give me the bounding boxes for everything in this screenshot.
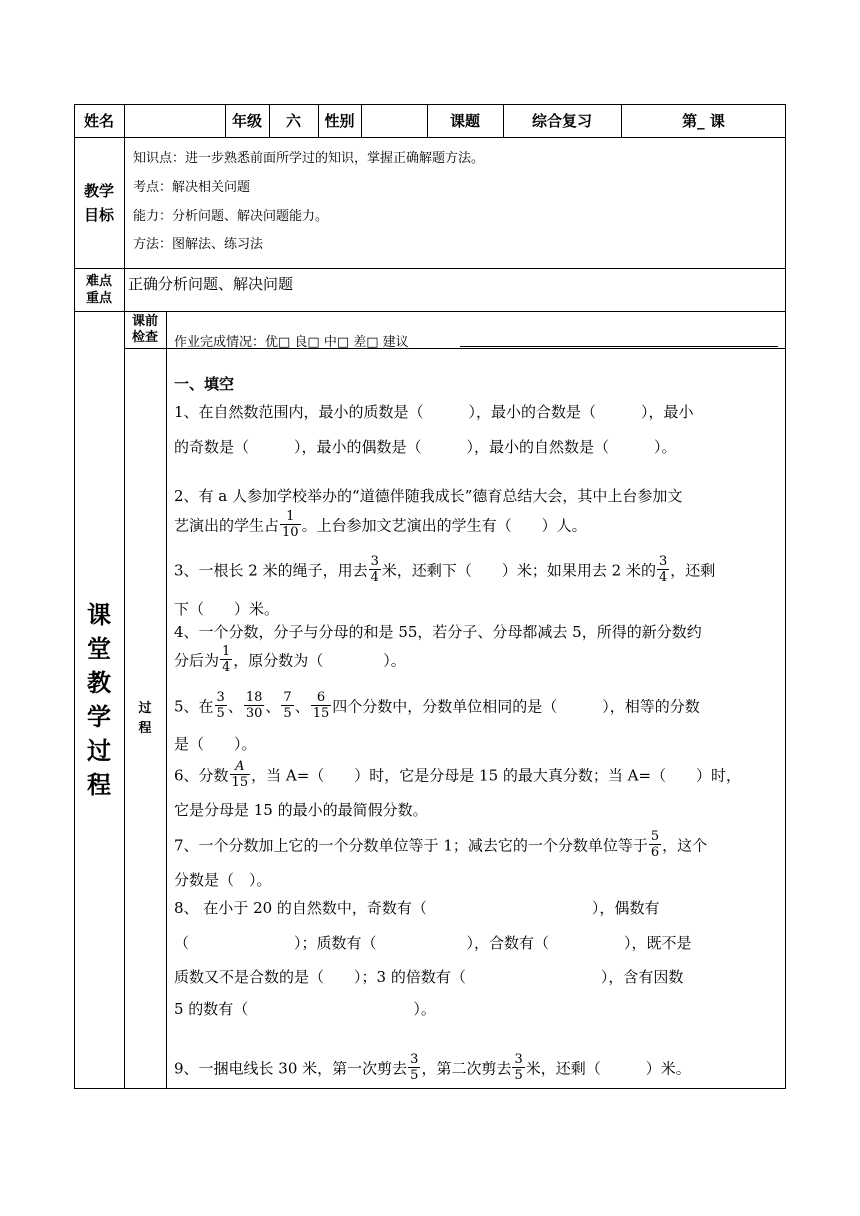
fraction	[280, 510, 301, 539]
fraction-numerator: A	[235, 759, 245, 774]
fraction	[220, 645, 232, 674]
fraction-numerator: 7	[283, 690, 292, 705]
fraction-denominator: 15	[312, 706, 330, 721]
fraction-denominator: 4	[370, 570, 379, 585]
lesson-number: 第_ 课	[682, 112, 725, 130]
q2-line-1: 2、有 a 人参加学校举办的“道德伴随我成长”德育总结大会，其中上台参加文	[174, 487, 683, 505]
suggestion-underline[interactable]	[460, 346, 778, 347]
row-divider	[74, 137, 786, 138]
separator: 、	[265, 697, 281, 716]
fraction	[657, 555, 669, 584]
fraction-numerator: 3	[216, 690, 225, 705]
fraction-numerator: 3	[514, 1052, 523, 1067]
fraction-numerator: 3	[410, 1052, 419, 1067]
q8-line-1: 8、 在小于 20 的自然数中，奇数有（ ），偶数有	[174, 899, 660, 917]
fraction-denominator: 5	[514, 1068, 523, 1083]
separator: 、	[294, 697, 310, 716]
fraction-denominator: 5	[410, 1068, 419, 1083]
q3-text-3: ，还剩	[670, 561, 716, 580]
q7-text-pre: 7、一个分数加上它的一个分数单位等于 1；减去它的一个分数单位等于	[174, 836, 648, 855]
q7-text-post: ，这个	[662, 836, 708, 855]
fraction-numerator: 1	[286, 509, 295, 524]
q2-line-2	[174, 509, 587, 541]
q3-line-2: 下（ ）米。	[174, 600, 280, 618]
fraction	[311, 691, 332, 720]
fraction-denominator: 5	[216, 706, 225, 721]
row-divider	[74, 311, 786, 312]
q4-text-post: ，原分数为（ ）。	[233, 651, 406, 670]
q3-text-2: 米，还剩下（ ）米；如果用去 2 米的	[381, 561, 656, 580]
q4-line-2	[174, 644, 406, 676]
name-value-cell[interactable]	[124, 104, 225, 137]
q9-text-pre: 9、一捆电线长 30 米，第一次剪去	[174, 1059, 408, 1078]
q8-line-3: 质数又不是合数的是（ ）；3 的倍数有（ ），含有因数	[174, 968, 684, 986]
goals-label	[74, 137, 124, 268]
q5-text-pre: 5、在	[174, 697, 214, 716]
goals-label-text: 教学目标	[83, 181, 114, 224]
fraction	[215, 691, 227, 720]
q2-text-pre: 艺演出的学生占	[174, 516, 280, 535]
fraction	[244, 691, 265, 720]
q6-text-pre: 6、分数	[174, 766, 229, 785]
process-label	[74, 311, 124, 1089]
fraction-numerator: 18	[245, 690, 263, 705]
q8-line-2: （ ）；质数有（ ），合数有（ ），既不是	[174, 934, 692, 952]
goals-line: 知识点：进一步熟悉前面所学过的知识，掌握正确解题方法。	[133, 151, 485, 166]
q7-line-2: 分数是（ ）。	[174, 871, 272, 889]
gender-label: 性别	[324, 112, 355, 130]
fraction	[230, 760, 251, 789]
process-label-text: 课堂教学过程	[87, 601, 111, 799]
process-sub-label-text: 过程	[138, 700, 152, 736]
fraction-numerator: 6	[316, 690, 326, 705]
q1-line-2: 的奇数是（ ），最小的偶数是（ ），最小的自然数是（ ）。	[174, 438, 677, 456]
q3-text-1: 3、一根长 2 米的绳子，用去	[174, 561, 368, 580]
q6-text-post: ，当 A=（ ）时，它是分母是 15 的最大真分数；当 A=（ ）时，	[251, 766, 742, 785]
fraction-numerator: 5	[650, 829, 660, 844]
key-points-value: 正确分析问题、解决问题	[128, 275, 294, 293]
process-sub-label	[124, 348, 166, 1089]
q1-line-1: 1、在自然数范围内，最小的质数是（ ），最小的合数是（ ），最小	[174, 403, 694, 421]
grade-label: 年级	[231, 112, 262, 130]
row-divider	[74, 268, 786, 269]
col-divider	[166, 311, 167, 1089]
fraction-denominator: 4	[659, 570, 668, 585]
topic-label: 课题	[449, 112, 480, 130]
q5-line-1	[174, 690, 700, 722]
precheck-label-text: 课前检查	[131, 313, 158, 345]
fraction-denominator: 10	[282, 525, 299, 540]
fraction-denominator: 4	[222, 660, 231, 675]
fraction	[281, 691, 293, 720]
q4-text-pre: 分后为	[174, 651, 220, 670]
fraction	[512, 1053, 524, 1082]
q4-line-1: 4、一个分数，分子与分母的和是 55，若分子、分母都减去 5，所得的新分数约	[174, 623, 702, 641]
separator: 、	[227, 697, 243, 716]
q5-line-2: 是（ ）。	[174, 735, 257, 753]
key-points-label-text: 难点重点	[85, 273, 112, 306]
fraction-numerator: 3	[659, 554, 668, 569]
section-title: 一、填空	[174, 375, 235, 393]
q3-line-1	[174, 554, 716, 586]
grade-value: 六	[285, 112, 301, 130]
q9-text-post: 米，还剩（ ）米。	[525, 1059, 691, 1078]
q9-line	[174, 1052, 691, 1084]
fraction	[369, 555, 381, 584]
fraction-denominator: 30	[245, 706, 263, 721]
gender-value-cell[interactable]	[361, 104, 427, 137]
q7-line-1	[174, 829, 708, 861]
goals-line: 方法：图解法、练习法	[133, 237, 264, 252]
goals-line: 考点：解决相关问题	[133, 180, 251, 195]
topic-value: 综合复习	[531, 112, 592, 130]
q2-text-post: 。上台参加文艺演出的学生有（ ）人。	[301, 516, 587, 535]
fraction-numerator: 3	[370, 554, 379, 569]
precheck-text: 作业完成情况：优□ 良□ 中□ 差□ 建议	[174, 335, 409, 350]
q8-line-4: 5 的数有（ ）。	[174, 1000, 436, 1018]
q6-line-1	[174, 759, 742, 791]
fraction-denominator: 15	[231, 775, 249, 790]
q6-line-2: 它是分母是 15 的最小的最简假分数。	[174, 801, 428, 819]
q5-text-post: 四个分数中，分数单位相同的是（ ），相等的分数	[332, 697, 700, 716]
fraction-denominator: 6	[650, 845, 660, 860]
fraction-denominator: 5	[283, 706, 292, 721]
goals-line: 能力：分析问题、解决问题能力。	[133, 209, 329, 224]
name-label: 姓名	[83, 112, 114, 130]
fraction-numerator: 1	[222, 644, 231, 659]
precheck-label	[124, 311, 166, 348]
fraction	[649, 830, 661, 859]
q9-text-mid: ，第二次剪去	[421, 1059, 512, 1078]
key-points-label	[74, 268, 124, 311]
fraction	[408, 1053, 420, 1082]
